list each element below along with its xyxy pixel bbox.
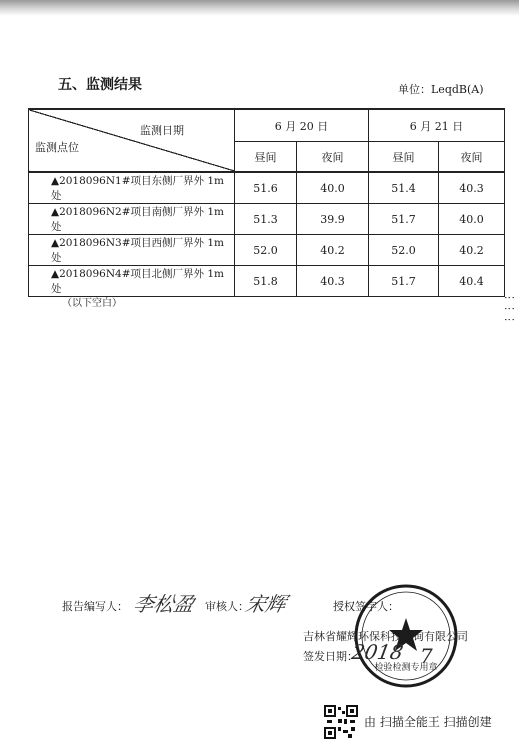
monitoring-point: ▲2018096N2#项目南侧厂界外 1m 处 [29,204,235,235]
header-period: 昼间 [235,142,297,173]
issue-date-month-handwritten: 7 [420,644,433,668]
table-cell: 51.8 [235,266,297,297]
header-point-label: 监测点位 [35,141,79,154]
table-cell: 51.7 [369,266,439,297]
results-table [28,108,505,297]
monitoring-point: ▲2018096N3#项目西侧厂界外 1m 处 [29,235,235,266]
issue-date-label: 签发日期： [303,650,358,663]
table-cell: 40.4 [439,266,505,297]
compiler-label: 报告编写人： [62,600,128,613]
table-cell: 51.6 [235,172,297,204]
monitoring-point: ▲2018096N4#项目北侧厂界外 1m 处 [29,266,235,297]
table-cell: 52.0 [235,235,297,266]
authorizer-label: 授权签字人： [333,600,399,613]
margin-stamp-icon: ⋮⋮⋮ [503,292,516,325]
header-period: 夜间 [439,142,505,173]
issuer-company: 吉林省耀辉环保科技咨询有限公司 [303,630,468,643]
table-cell: 40.2 [297,235,369,266]
unit-label: 单位：LeqdB(A) [398,83,484,96]
header-date-2: 6 月 21 日 [369,109,505,142]
blank-note: （以下空白） [62,298,122,309]
table-row [29,172,505,204]
seal-text: 检验检测专用章 [374,663,438,673]
issue-date-year-handwritten: 2018 [349,640,406,664]
table-row [29,235,505,266]
table-cell: 40.0 [297,172,369,204]
table-header-row-dates [29,109,505,142]
scan-top-shade [0,0,519,16]
qr-code-icon [324,705,358,739]
reviewer-label: 审核人： [205,600,249,613]
table-cell: 51.7 [369,204,439,235]
table-cell: 52.0 [369,235,439,266]
table-diagonal-header [29,109,235,172]
table-cell: 40.2 [439,235,505,266]
header-period: 夜间 [297,142,369,173]
monitoring-point: ▲2018096N1#项目东侧厂界外 1m 处 [29,172,235,204]
table-cell: 51.4 [369,172,439,204]
table-row [29,204,505,235]
header-period: 昼间 [369,142,439,173]
table-row [29,266,505,297]
compiler-signature: 李松盈 [131,592,197,616]
header-date-label: 监测日期 [140,124,184,137]
table-cell: 39.9 [297,204,369,235]
footer-watermark-text: 由 扫描全能王 扫描创建 [364,715,492,729]
section-title: 五、监测结果 [58,77,142,93]
table-cell: 40.3 [439,172,505,204]
reviewer-signature: 宋辉 [243,592,289,616]
table-cell: 40.3 [297,266,369,297]
header-date-1: 6 月 20 日 [235,109,369,142]
table-cell: 51.3 [235,204,297,235]
table-cell: 40.0 [439,204,505,235]
